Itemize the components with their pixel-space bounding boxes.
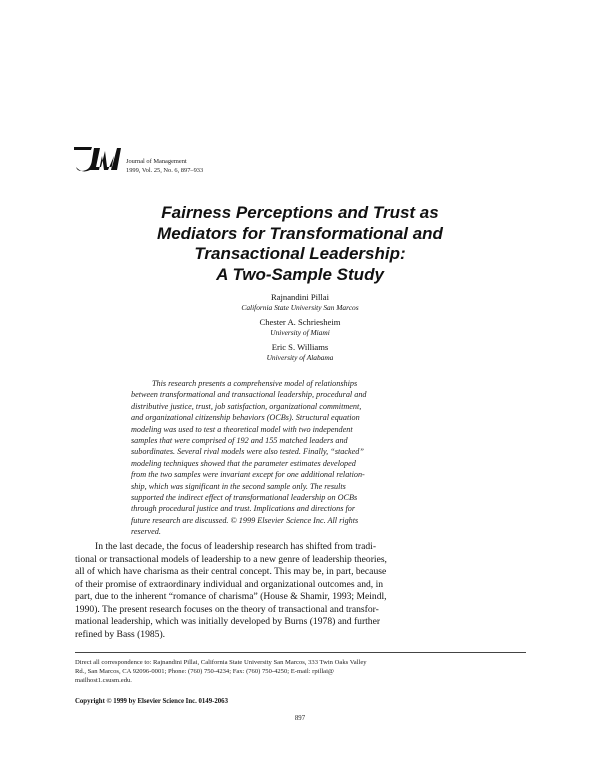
abstract-line: ship, which was significant in the second sample only. The results	[131, 481, 346, 491]
body-line: part, due to the inherent “romance of charisma” (House & Shamir, 1993; Meindl,	[75, 591, 387, 602]
abstract-line: between transformational and transactional leadership, procedural and	[131, 390, 367, 400]
abstract-line: through procedural justice and trust. Implications and directions for	[131, 504, 356, 514]
body-line: In the last decade, the focus of leadership research has shifted from tradi-	[95, 541, 377, 552]
author-affiliation: California State University San Marcos	[241, 303, 359, 312]
abstract-line: distributive justice, trust, job satisfaction, organizational commitment,	[131, 401, 362, 411]
abstract-line: samples that were comprised of 192 and 155 matched leaders and	[131, 436, 348, 446]
author-name: Eric S. Williams	[271, 342, 329, 352]
abstract-line: supported the indirect effect of transformational leadership on OCBs	[131, 493, 358, 503]
abstract-line: and organizational citizenship behaviors (OCBs). Structural equation	[131, 413, 360, 423]
author-block	[100, 317, 500, 338]
footnote-line: mailhost1.csusm.edu.	[75, 677, 132, 684]
journal-name: Journal of Management	[126, 158, 187, 165]
body-line: tional or transactional models of leadership to a new genre of leadership theories,	[75, 553, 387, 565]
title-line: A Two-Sample Study	[216, 264, 384, 284]
author-affiliation: University of Miami	[270, 328, 330, 337]
body-line: of their promise of extraordinary individual and organizational outcomes and, in	[75, 578, 384, 590]
body-paragraph	[75, 541, 526, 641]
footnote-line: Direct all correspondence to: Rajnandini Pillai, California State University San Marcos, 333 Twin Oaks Valley	[75, 659, 367, 666]
body-line: refined by Bass (1985).	[75, 628, 166, 640]
journal-volume-info: 1999, Vol. 25, No. 6, 897–933	[126, 167, 204, 174]
abstract-line: subordinates. Several rival models were also tested. Finally, “stacked”	[131, 447, 364, 457]
copyright-notice: Copyright © 1999 by Elsevier Science Inc. 0149-2063	[75, 698, 228, 705]
author-affiliation: University of Alabama	[266, 353, 334, 362]
journal-logo-icon	[74, 143, 122, 173]
abstract-line: This research presents a comprehensive model of relationships	[152, 379, 358, 388]
title-line: Mediators for Transformational and	[157, 223, 443, 243]
abstract-line: modeling techniques showed that the parameter estimates developed	[131, 458, 356, 468]
author-name: Rajnandini Pillai	[270, 292, 329, 302]
author-block	[100, 292, 500, 313]
author-name: Chester A. Schriesheim	[259, 317, 341, 327]
abstract-line: future research are discussed. © 1999 Elsevier Science Inc. All rights	[131, 515, 359, 525]
abstract-line: modeling was used to test a theoretical model with two independent	[131, 424, 353, 434]
body-line: 1990). The present research focuses on the theory of transactional and transfor-	[75, 603, 379, 615]
author-block	[100, 342, 500, 363]
footnote-line: Rd., San Marcos, CA 92096-0001; Phone: (760) 750-4234; Fax: (760) 750-4250; E-mail: rpillai@	[75, 668, 334, 675]
body-line: all of which have charisma as their central concept. This may be, in part, because	[75, 566, 387, 577]
abstract-line: reserved.	[131, 527, 161, 537]
abstract	[131, 378, 490, 538]
page-number: 897	[294, 715, 306, 722]
journal-citation	[126, 157, 203, 175]
abstract-line: from the two samples were invariant except for one additional relation-	[131, 470, 365, 480]
body-line: mational leadership, which was initially developed by Burns (1978) and further	[75, 616, 381, 627]
title-line: Transactional Leadership:	[194, 244, 406, 263]
footnote-divider	[75, 652, 526, 653]
paper-title	[60, 203, 540, 285]
correspondence-footnote	[75, 658, 526, 685]
author-list	[100, 292, 500, 367]
title-line: Fairness Perceptions and Trust as	[161, 203, 439, 222]
